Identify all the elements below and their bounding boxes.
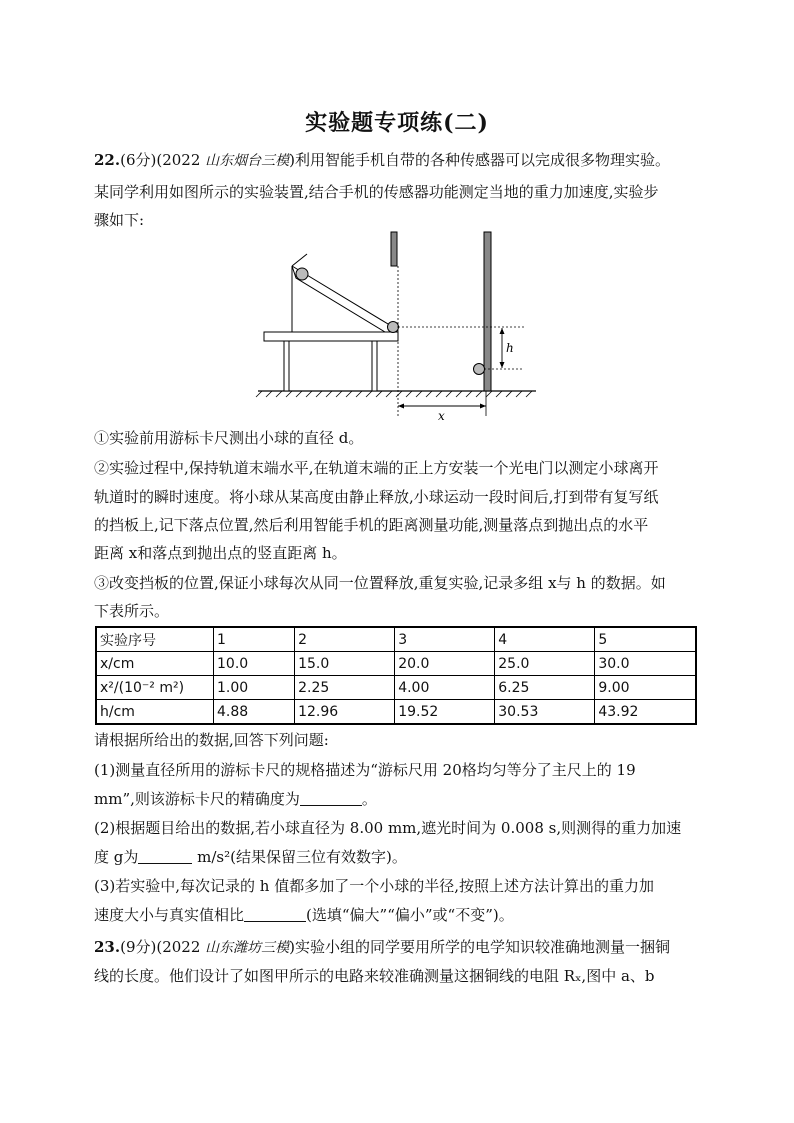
q22-sub2-line1: (2)根据题目给出的数据,若小球直径为 8.00 mm,遮光时间为 0.008 s,则测得的重力加速 <box>94 819 682 837</box>
board <box>484 232 491 391</box>
table-top <box>264 332 398 341</box>
ball-track-end <box>388 322 399 333</box>
q22-step3-line1: ③改变挡板的位置,保证小球每次从同一位置释放,重复实验,记录多组 x与 h 的数据。如 <box>94 574 666 592</box>
q23-line1 <box>94 937 704 958</box>
table-cell: 10.0 <box>214 652 295 676</box>
table-cell: 4.00 <box>395 676 495 700</box>
table-cell: 4.88 <box>214 700 295 725</box>
q22-sub2-end: m/s²(结果保留三位有效数字)。 <box>192 848 407 866</box>
q22-prompt: 请根据所给出的数据,回答下列问题: <box>94 731 329 749</box>
table-cell: 25.0 <box>495 652 595 676</box>
q22-source: 山东烟台三模 <box>205 153 290 169</box>
table-cell: 19.52 <box>395 700 495 725</box>
q22-sub3-end: (选填“偏大”“偏小”或“不变”)。 <box>306 906 514 924</box>
q22-step2-line3: 的挡板上,记下落点位置,然后利用智能手机的距离测量功能,测量落点到抛出点的水平 <box>94 516 649 534</box>
table-cell: 2 <box>295 627 395 652</box>
q22-sub1-text: mm”,则该游标卡尺的精确度为 <box>94 790 300 808</box>
table-cell: h/cm <box>96 700 214 725</box>
table-row <box>96 700 696 725</box>
table-cell: 12.96 <box>295 700 395 725</box>
q22-intro-line3: 骤如下: <box>94 211 145 229</box>
q22-sub3-line1: (3)若实验中,每次记录的 h 值都多加了一个小球的半径,按照上述方法计算出的重力加 <box>94 877 654 895</box>
table-leg-left <box>284 341 289 391</box>
table-cell: 5 <box>595 627 696 652</box>
q22-sub2-text: 度 g为 <box>94 848 139 866</box>
q23-source: 山东潍坊三模 <box>205 940 290 956</box>
ball-release <box>296 268 308 280</box>
q22-points: (6分)(2022 <box>120 151 201 169</box>
photogate <box>391 232 397 266</box>
table-row <box>96 652 696 676</box>
table-cell: 43.92 <box>595 700 696 725</box>
q22-step2-line1: ②实验过程中,保持轨道末端水平,在轨道末端的正上方安装一个光电门以测定小球离开 <box>94 459 659 477</box>
q22-step2-line4: 距离 x和落点到抛出点的竖直距离 h。 <box>94 544 347 562</box>
q22-sub3-line2 <box>94 905 704 925</box>
q23-points: (9分)(2022 <box>120 938 201 956</box>
label-h: h <box>506 341 514 355</box>
answer-blank-3[interactable] <box>244 907 306 922</box>
ball-impact <box>474 364 485 375</box>
answer-blank-1[interactable] <box>300 791 362 806</box>
q22-number: 22. <box>94 151 121 169</box>
table-header-row <box>96 627 696 652</box>
q22-step3-line2: 下表所示。 <box>94 602 170 620</box>
answer-blank-2[interactable] <box>138 849 192 864</box>
data-table <box>95 626 697 725</box>
q22-sub1-end: 。 <box>361 790 377 808</box>
table-cell: 4 <box>495 627 595 652</box>
q23-line2: 线的长度。他们设计了如图甲所示的电路来较准确测量这捆铜线的电阻 Rₓ,图中 a、b <box>94 967 655 985</box>
q22-sub1-line1: (1)测量直径所用的游标卡尺的规格描述为“游标尺用 20格均匀等分了主尺上的 19 <box>94 761 636 779</box>
table-leg-right <box>372 341 377 391</box>
table-cell: 15.0 <box>295 652 395 676</box>
table-cell: 1 <box>214 627 295 652</box>
q23-number: 23. <box>94 938 121 956</box>
q23-line1-tail: )实验小组的同学要用所学的电学知识较准确地测量一捆铜 <box>289 938 671 956</box>
table-cell: 3 <box>395 627 495 652</box>
table-cell: 30.0 <box>595 652 696 676</box>
q22-step2-line2: 轨道时的瞬时速度。将小球从某高度由静止释放,小球运动一段时间后,打到带有复写纸 <box>94 488 659 506</box>
q22-sub2-line2 <box>94 847 704 867</box>
q22-intro-line1 <box>94 150 704 171</box>
table-cell: 20.0 <box>395 652 495 676</box>
table-cell: 实验序号 <box>96 627 214 652</box>
table-cell: 30.53 <box>495 700 595 725</box>
table-cell: 2.25 <box>295 676 395 700</box>
q22-sub1-line2 <box>94 789 704 809</box>
label-x: x <box>438 409 445 422</box>
table-cell: 1.00 <box>214 676 295 700</box>
ground-hatching <box>256 391 532 397</box>
table-cell: 6.25 <box>495 676 595 700</box>
table-cell: 9.00 <box>595 676 696 700</box>
q22-sub3-text: 速度大小与真实值相比 <box>94 906 245 924</box>
table-cell: x/cm <box>96 652 214 676</box>
apparatus-figure <box>250 228 540 422</box>
q22-intro-tail: )利用智能手机自带的各种传感器可以完成很多物理实验。 <box>289 151 671 169</box>
table-row <box>96 676 696 700</box>
q22-intro-line2: 某同学利用如图所示的实验装置,结合手机的传感器功能测定当地的重力加速度,实验步 <box>94 183 659 201</box>
q22-step1: ①实验前用游标卡尺测出小球的直径 d。 <box>94 429 364 447</box>
release-stopper <box>292 254 307 266</box>
table-cell: x²/(10⁻² m²) <box>96 676 214 700</box>
page-title: 实验题专项练(二) <box>305 110 489 136</box>
